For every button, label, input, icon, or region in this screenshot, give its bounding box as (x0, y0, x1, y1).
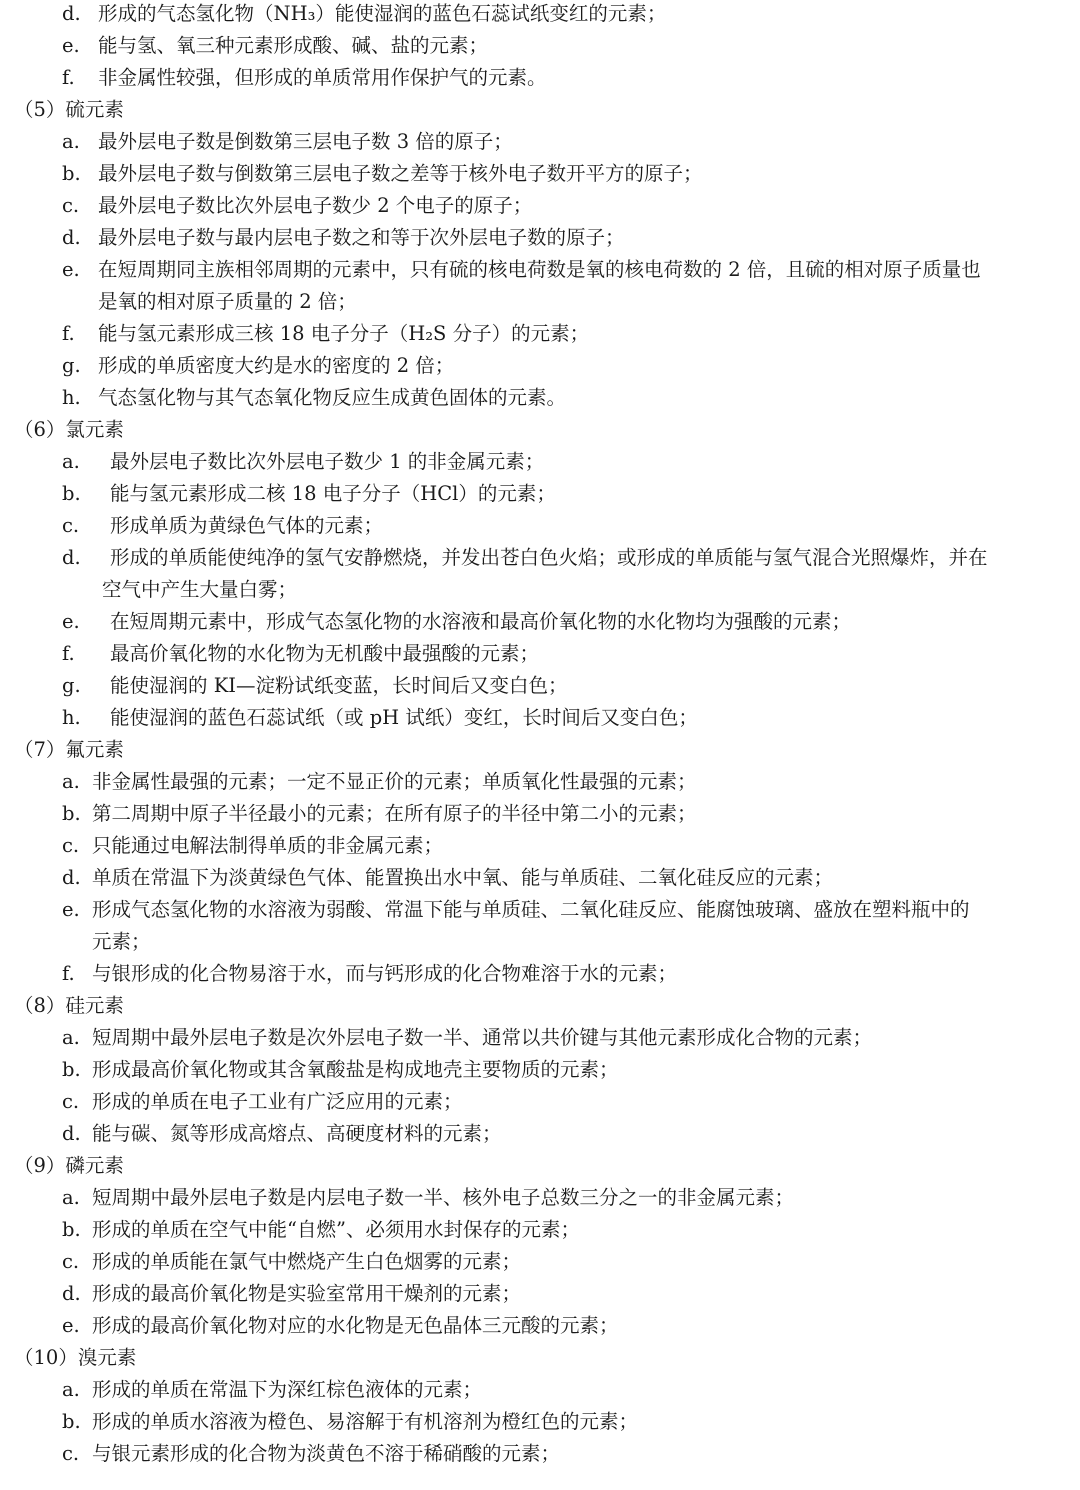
list-item (14, 382, 1062, 414)
item-text: 形成的最高价氧化物是实验室常用干燥剂的元素； (92, 1282, 522, 1305)
item-text: 与银形成的化合物易溶于水，而与钙形成的化合物难溶于水的元素； (92, 962, 678, 985)
item-text: 短周期中最外层电子数是次外层电子数一半、通常以共价键与其他元素形成化合物的元素； (92, 1026, 873, 1049)
item-letter: g. (62, 354, 81, 377)
item-letter: e. (62, 34, 80, 57)
item-letter: c. (62, 1250, 80, 1273)
item-letter: e. (62, 898, 80, 921)
item-text: 最外层电子数比次外层电子数少 2 个电子的原子； (98, 194, 533, 217)
item-letter: c. (62, 194, 80, 217)
list-item (14, 1118, 1062, 1150)
item-text: 最外层电子数是倒数第三层电子数 3 倍的原子； (98, 130, 513, 153)
list-item (14, 1374, 1062, 1406)
item-text: 形成的最高价氧化物对应的水化物是无色晶体三元酸的元素； (92, 1314, 619, 1337)
list-item (14, 894, 1062, 926)
section-heading: （10）溴元素 (14, 1346, 137, 1369)
item-text: 气态氢化物与其气态氧化物反应生成黄色固体的元素。 (98, 386, 567, 409)
item-text: 在短周期元素中，形成气态氢化物的水溶液和最高价氧化物的水化物均为强酸的元素； (110, 610, 852, 633)
list-item (14, 1278, 1062, 1310)
list-item (14, 126, 1062, 158)
list-item (14, 1438, 1062, 1470)
item-text: 最外层电子数与最内层电子数之和等于次外层电子数的原子； (98, 226, 625, 249)
item-text: 非金属性最强的元素；一定不显正价的元素；单质氧化性最强的元素； (92, 770, 697, 793)
item-letter: h. (62, 706, 81, 729)
item-letter: c. (62, 1442, 80, 1465)
list-item (14, 798, 1062, 830)
item-text: 能与氢元素形成二核 18 电子分子（HCl）的元素； (110, 482, 556, 505)
item-text-continuation: 是氧的相对原子质量的 2 倍； (98, 290, 357, 313)
item-text: 非金属性较强，但形成的单质常用作保护气的元素。 (98, 66, 547, 89)
section-heading: （7）氟元素 (14, 738, 124, 761)
item-letter: d. (62, 2, 81, 25)
item-text: 第二周期中原子半径最小的元素；在所有原子的半径中第二小的元素； (92, 802, 697, 825)
item-text: 形成的单质能使纯净的氢气安静燃烧，并发出苍白色火焰；或形成的单质能与氢气混合光照爆炸，并在 (110, 546, 988, 569)
item-text: 在短周期同主族相邻周期的元素中，只有硫的核电荷数是氧的核电荷数的 2 倍，且硫的相对原子质量也 (98, 258, 981, 281)
list-item (14, 350, 1062, 382)
item-letter: d. (62, 1282, 81, 1305)
list-item (14, 446, 1062, 478)
item-letter: b. (62, 162, 81, 185)
list-item (14, 0, 1062, 30)
list-item (14, 254, 1062, 286)
item-text: 与银元素形成的化合物为淡黄色不溶于稀硝酸的元素； (92, 1442, 561, 1465)
item-letter: d. (62, 866, 81, 889)
item-letter: g. (62, 674, 81, 697)
item-letter: c. (62, 514, 80, 537)
list-item (14, 222, 1062, 254)
item-text: 能与碳、氮等形成高熔点、高硬度材料的元素； (92, 1122, 502, 1145)
list-item (14, 1246, 1062, 1278)
item-letter: a. (62, 770, 80, 793)
item-text: 能与氢、氧三种元素形成酸、碱、盐的元素； (98, 34, 489, 57)
list-item (14, 158, 1062, 190)
list-item (14, 702, 1062, 734)
list-item (14, 1022, 1062, 1054)
item-text: 最外层电子数比次外层电子数少 1 的非金属元素； (110, 450, 545, 473)
list-item (14, 1214, 1062, 1246)
item-text: 形成的单质密度大约是水的密度的 2 倍； (98, 354, 455, 377)
list-item (14, 958, 1062, 990)
item-text: 形成单质为黄绿色气体的元素； (110, 514, 384, 537)
list-item (14, 478, 1062, 510)
section-heading: （6）氯元素 (14, 418, 124, 441)
item-text-continuation: 空气中产生大量白雾； (102, 578, 298, 601)
item-letter: f. (62, 642, 75, 665)
item-letter: c. (62, 1090, 80, 1113)
section-heading: （8）硅元素 (14, 994, 124, 1017)
list-item (14, 542, 1062, 574)
item-text: 单质在常温下为淡黄绿色气体、能置换出水中氧、能与单质硅、二氧化硅反应的元素； (92, 866, 834, 889)
item-text-continuation: 元素； (92, 930, 151, 953)
item-letter: b. (62, 802, 81, 825)
item-text: 只能通过电解法制得单质的非金属元素； (92, 834, 444, 857)
item-text: 能与氢元素形成三核 18 电子分子（H₂S 分子）的元素； (98, 322, 590, 345)
item-letter: d. (62, 546, 81, 569)
list-item (14, 1406, 1062, 1438)
list-item (14, 862, 1062, 894)
list-item (14, 1086, 1062, 1118)
item-letter: d. (62, 1122, 81, 1145)
item-letter: f. (62, 322, 75, 345)
item-text: 形成最高价氧化物或其含氧酸盐是构成地壳主要物质的元素； (92, 1058, 619, 1081)
item-text: 形成的气态氢化物（NH₃）能使湿润的蓝色石蕊试纸变红的元素； (98, 2, 667, 25)
item-letter: f. (62, 962, 75, 985)
item-letter: a. (62, 130, 80, 153)
item-letter: f. (62, 66, 75, 89)
item-text: 形成气态氢化物的水溶液为弱酸、常温下能与单质硅、二氧化硅反应、能腐蚀玻璃、盛放在塑料瓶中的 (92, 898, 970, 921)
item-letter: b. (62, 1058, 81, 1081)
item-letter: e. (62, 258, 80, 281)
item-letter: a. (62, 450, 80, 473)
section-heading: （9）磷元素 (14, 1154, 124, 1177)
list-item (14, 510, 1062, 542)
item-text: 短周期中最外层电子数是内层电子数一半、核外电子总数三分之一的非金属元素； (92, 1186, 795, 1209)
item-text: 最高价氧化物的水化物为无机酸中最强酸的元素； (110, 642, 540, 665)
section-heading: （5）硫元素 (14, 98, 124, 121)
item-text: 能使湿润的蓝色石蕊试纸（或 pH 试纸）变红，长时间后又变白色； (110, 706, 698, 729)
document-content (14, 0, 1062, 1470)
list-item (14, 190, 1062, 222)
item-text: 形成的单质在电子工业有广泛应用的元素； (92, 1090, 463, 1113)
item-letter: b. (62, 482, 81, 505)
item-letter: a. (62, 1026, 80, 1049)
item-letter: e. (62, 610, 80, 633)
item-letter: a. (62, 1378, 80, 1401)
item-letter: b. (62, 1410, 81, 1433)
item-letter: d. (62, 226, 81, 249)
item-text: 最外层电子数与倒数第三层电子数之差等于核外电子数开平方的原子； (98, 162, 703, 185)
item-letter: a. (62, 1186, 80, 1209)
list-item (14, 606, 1062, 638)
list-item (14, 830, 1062, 862)
item-letter: h. (62, 386, 81, 409)
list-item (14, 30, 1062, 62)
item-text: 能使湿润的 KI—淀粉试纸变蓝，长时间后又变白色； (110, 674, 568, 697)
item-text: 形成的单质在常温下为深红棕色液体的元素； (92, 1378, 483, 1401)
list-item (14, 318, 1062, 350)
item-text: 形成的单质水溶液为橙色、易溶解于有机溶剂为橙红色的元素； (92, 1410, 639, 1433)
list-item (14, 1310, 1062, 1342)
item-letter: c. (62, 834, 80, 857)
item-letter: e. (62, 1314, 80, 1337)
item-text: 形成的单质在空气中能“自燃”、必须用水封保存的元素； (92, 1218, 580, 1241)
list-item (14, 766, 1062, 798)
list-item (14, 1182, 1062, 1214)
item-letter: b. (62, 1218, 81, 1241)
item-text: 形成的单质能在氯气中燃烧产生白色烟雾的元素； (92, 1250, 522, 1273)
list-item (14, 62, 1062, 94)
list-item (14, 1054, 1062, 1086)
list-item (14, 638, 1062, 670)
list-item (14, 670, 1062, 702)
